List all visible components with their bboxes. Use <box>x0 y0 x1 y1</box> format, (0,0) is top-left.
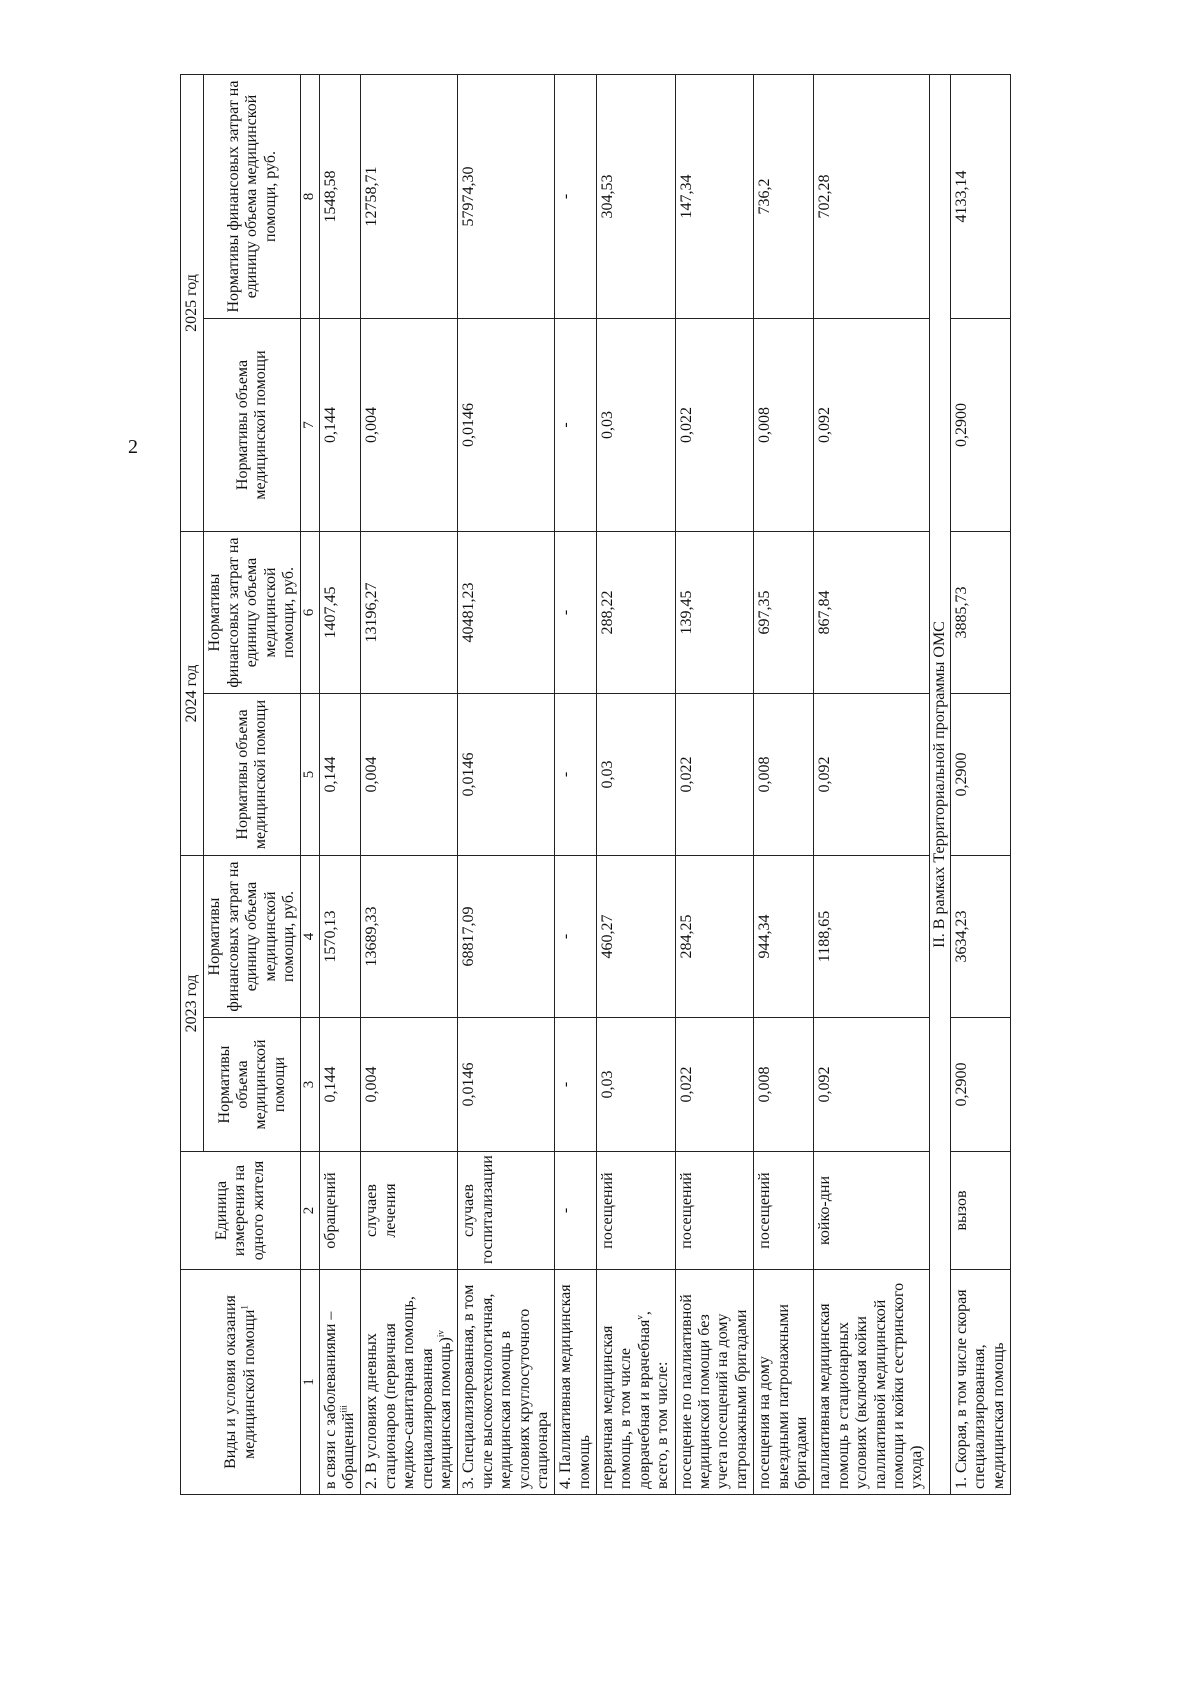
row-label <box>458 1270 555 1495</box>
cost-norm-cell: - <box>555 532 597 694</box>
volume-norm-cell: 0,092 <box>814 1018 929 1152</box>
row-label <box>597 1270 676 1495</box>
header-year-2024: 2024 год <box>181 532 204 856</box>
cost-norm-cell: - <box>555 75 597 319</box>
medical-norms-table <box>180 74 1011 1495</box>
header-cost-2023: Нормативы финансовых затрат на единицу объема медицинской помощи, руб. <box>204 856 301 1018</box>
volume-norm-cell: 0,004 <box>361 694 458 856</box>
row-label <box>361 1270 458 1495</box>
header-cost-2024: Нормативы финансовых затрат на единицу объема медицинской помощи, руб. <box>204 532 301 694</box>
row-label <box>951 1270 1011 1495</box>
column-number: 6 <box>301 532 319 694</box>
cost-norm-cell: 284,25 <box>675 856 754 1018</box>
volume-norm-cell: - <box>555 1018 597 1152</box>
cost-norm-cell: 1407,45 <box>319 532 361 694</box>
cost-norm-cell: 4133,14 <box>951 75 1011 319</box>
row-unit: посещений <box>597 1152 676 1270</box>
cost-norm-cell: 13196,27 <box>361 532 458 694</box>
volume-norm-cell: 0,092 <box>814 319 929 532</box>
cost-norm-cell: 68817,09 <box>458 856 555 1018</box>
row-unit: койко-дни <box>814 1152 929 1270</box>
header-cost-2025: Нормативы финансовых затрат на единицу объема медицинской помощи, руб. <box>204 75 301 319</box>
table-row <box>754 75 814 1495</box>
table-body-part-2 <box>951 75 1011 1495</box>
row-label-text: 2. В условиях дневных стационаров (первичная медико-санитарная помощь, специализированная медицинская помощь) <box>363 1296 454 1489</box>
cost-norm-cell: 12758,71 <box>361 75 458 319</box>
row-label-text: посещения на дому выездными патронажными бригадами <box>756 1304 810 1489</box>
header-kind: Виды и условия оказания медицинской помощи$^1$ <box>181 1270 301 1495</box>
cost-norm-cell: 139,45 <box>675 532 754 694</box>
volume-norm-cell: 0,03 <box>597 694 676 856</box>
cost-norm-cell: 13689,33 <box>361 856 458 1018</box>
row-label <box>555 1270 597 1495</box>
volume-norm-cell: 0,008 <box>754 319 814 532</box>
volume-norm-cell: 0,03 <box>597 1018 676 1152</box>
cost-norm-cell: 1548,58 <box>319 75 361 319</box>
column-number: 8 <box>301 75 319 319</box>
table-body-part-1 <box>319 75 929 1495</box>
column-number: 5 <box>301 694 319 856</box>
cost-norm-cell: 40481,23 <box>458 532 555 694</box>
row-label <box>814 1270 929 1495</box>
volume-norm-cell: 0,03 <box>597 319 676 532</box>
cost-norm-cell: 147,34 <box>675 75 754 319</box>
volume-norm-cell: 0,022 <box>675 1018 754 1152</box>
volume-norm-cell: 0,022 <box>675 694 754 856</box>
cost-norm-cell: 944,34 <box>754 856 814 1018</box>
row-unit: посещений <box>675 1152 754 1270</box>
row-label <box>675 1270 754 1495</box>
cost-norm-cell: 3634,23 <box>951 856 1011 1018</box>
header-volume-2025: Нормативы объема медицинской помощи <box>204 319 301 532</box>
volume-norm-cell: 0,144 <box>319 694 361 856</box>
volume-norm-cell: 0,0146 <box>458 319 555 532</box>
header-year-2025: 2025 год <box>181 75 204 532</box>
row-unit: обращений <box>319 1152 361 1270</box>
row-label-text: в связи с заболеваниями – обращений <box>321 1311 357 1489</box>
volume-norm-cell: 0,004 <box>361 1018 458 1152</box>
row-unit: случаев госпитализации <box>458 1152 555 1270</box>
cost-norm-cell: - <box>555 856 597 1018</box>
row-label-text: 1. Скорая, в том числе скорая специализированная, медицинская помощь <box>953 1289 1007 1489</box>
row-label <box>319 1270 361 1495</box>
volume-norm-cell: 0,144 <box>319 1018 361 1152</box>
table-row <box>319 75 361 1495</box>
header-year-2023: 2023 год <box>181 856 204 1152</box>
table-row <box>675 75 754 1495</box>
volume-norm-cell: 0,2900 <box>951 1018 1011 1152</box>
volume-norm-cell: 0,004 <box>361 319 458 532</box>
cost-norm-cell: 867,84 <box>814 532 929 694</box>
row-unit: случаев лечения <box>361 1152 458 1270</box>
cost-norm-cell: 1188,65 <box>814 856 929 1018</box>
volume-norm-cell: 0,0146 <box>458 694 555 856</box>
page-number: 2 <box>128 436 138 458</box>
table-row <box>555 75 597 1495</box>
section-title: II. В рамках Территориальной программы ОМС <box>929 75 950 1495</box>
volume-norm-cell: 0,008 <box>754 1018 814 1152</box>
volume-norm-cell: 0,092 <box>814 694 929 856</box>
row-label-text: паллиативная медицинская помощь в стационарных условиях (включая койки паллиативной медицинской помощи и койки сестринского ухода) <box>816 1282 926 1489</box>
cost-norm-cell: 702,28 <box>814 75 929 319</box>
rotated-table-container <box>180 75 1080 1495</box>
cost-norm-cell: 304,53 <box>597 75 676 319</box>
cost-norm-cell: 288,22 <box>597 532 676 694</box>
volume-norm-cell: - <box>555 319 597 532</box>
volume-norm-cell: 0,144 <box>319 319 361 532</box>
column-number: 7 <box>301 319 319 532</box>
cost-norm-cell: 3885,73 <box>951 532 1011 694</box>
row-label-suffix: , всего, в том числе: <box>635 1311 672 1489</box>
column-number: 3 <box>301 1018 319 1152</box>
row-label-text: 4. Паллиативная медицинская помощь <box>557 1284 593 1489</box>
column-number-row <box>301 75 319 1495</box>
cost-norm-cell: 1570,13 <box>319 856 361 1018</box>
footnote-mark: iv <box>435 1330 446 1338</box>
volume-norm-cell: 0,022 <box>675 319 754 532</box>
table-row <box>814 75 929 1495</box>
header-volume-2024: Нормативы объема медицинской помощи <box>204 694 301 856</box>
row-label-text: 3. Специализированная, в том числе высокотехнологичная, медицинская помощь в условиях круглосуточного стационара <box>460 1284 551 1489</box>
footnote-mark: v <box>634 1315 645 1320</box>
volume-norm-cell: 0,0146 <box>458 1018 555 1152</box>
volume-norm-cell: 0,008 <box>754 694 814 856</box>
column-number: 4 <box>301 856 319 1018</box>
table-row <box>597 75 676 1495</box>
volume-norm-cell: 0,2900 <box>951 319 1011 532</box>
header-unit: Единица измерения на одного жителя <box>181 1152 301 1270</box>
volume-norm-cell: - <box>555 694 597 856</box>
row-label <box>754 1270 814 1495</box>
table-row <box>951 75 1011 1495</box>
volume-norm-cell: 0,2900 <box>951 694 1011 856</box>
row-unit: посещений <box>754 1152 814 1270</box>
table-row <box>361 75 458 1495</box>
footnote-mark: iii <box>338 1405 349 1413</box>
section-row <box>929 75 950 1495</box>
row-label-text: посещение по паллиативной медицинской помощи без учета посещений на дому патронажными бригадами <box>677 1294 750 1489</box>
cost-norm-cell: 57974,30 <box>458 75 555 319</box>
row-unit: - <box>555 1152 597 1270</box>
row-label-text: первичная медицинская помощь, в том числе доврачебная и врачебная <box>599 1319 653 1489</box>
cost-norm-cell: 736,2 <box>754 75 814 319</box>
header-volume-2023: Нормативы объема медицинской помощи <box>204 1018 301 1152</box>
column-number: 2 <box>301 1152 319 1270</box>
row-unit: вызов <box>951 1152 1011 1270</box>
table-row <box>458 75 555 1495</box>
column-number: 1 <box>301 1270 319 1495</box>
cost-norm-cell: 460,27 <box>597 856 676 1018</box>
cost-norm-cell: 697,35 <box>754 532 814 694</box>
